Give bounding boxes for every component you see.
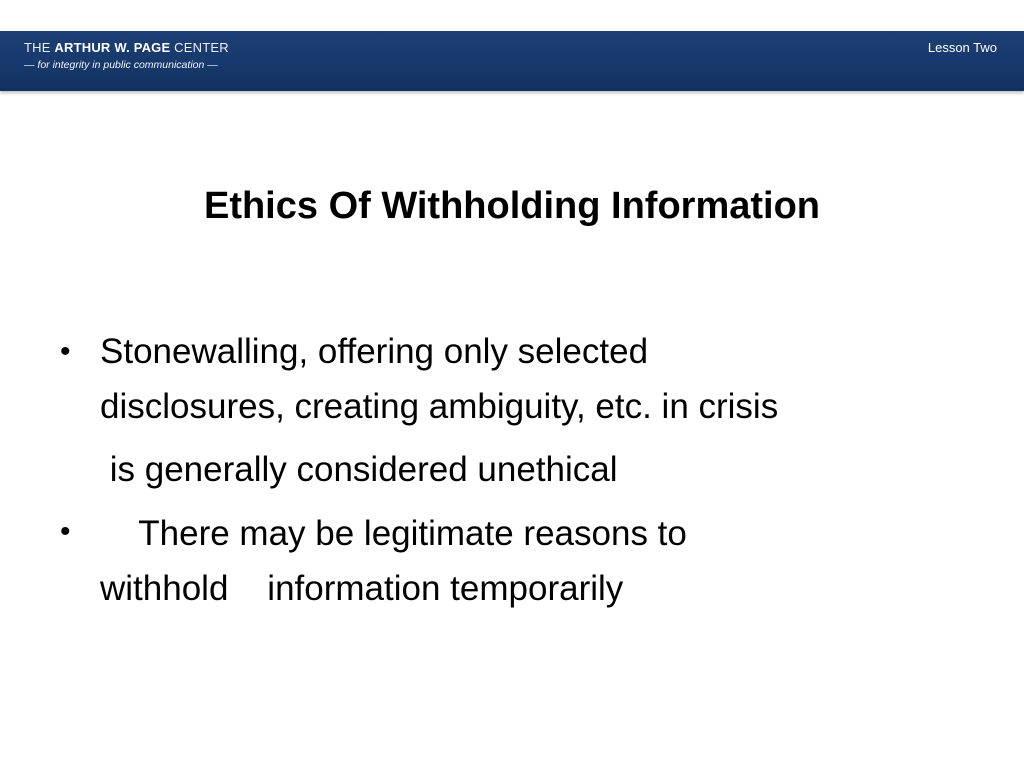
bullet-text-line: disclosures, creating ambiguity, etc. in crisis bbox=[100, 387, 779, 426]
logo bbox=[24, 40, 229, 72]
slide-title: Ethics Of Withholding Information bbox=[203, 185, 821, 227]
logo-suffix: CENTER bbox=[170, 40, 229, 55]
logo-wordmark bbox=[24, 40, 229, 56]
bullet-marker: • bbox=[60, 515, 71, 548]
bullet-text-line: is generally considered unethical bbox=[100, 450, 618, 489]
logo-name: ARTHUR W. PAGE bbox=[54, 40, 171, 55]
lesson-label: Lesson Two bbox=[927, 40, 997, 55]
bullet-text-line: There may be legitimate reasons to bbox=[100, 514, 687, 553]
header-band bbox=[0, 31, 1024, 91]
logo-tagline: — for integrity in public communication — bbox=[24, 59, 218, 71]
bullet-text-line: withhold information temporarily bbox=[100, 569, 624, 608]
logo-prefix: THE bbox=[24, 40, 55, 55]
bullet-marker: • bbox=[60, 335, 71, 368]
bullet-text-line: Stonewalling, offering only selected bbox=[100, 332, 649, 371]
